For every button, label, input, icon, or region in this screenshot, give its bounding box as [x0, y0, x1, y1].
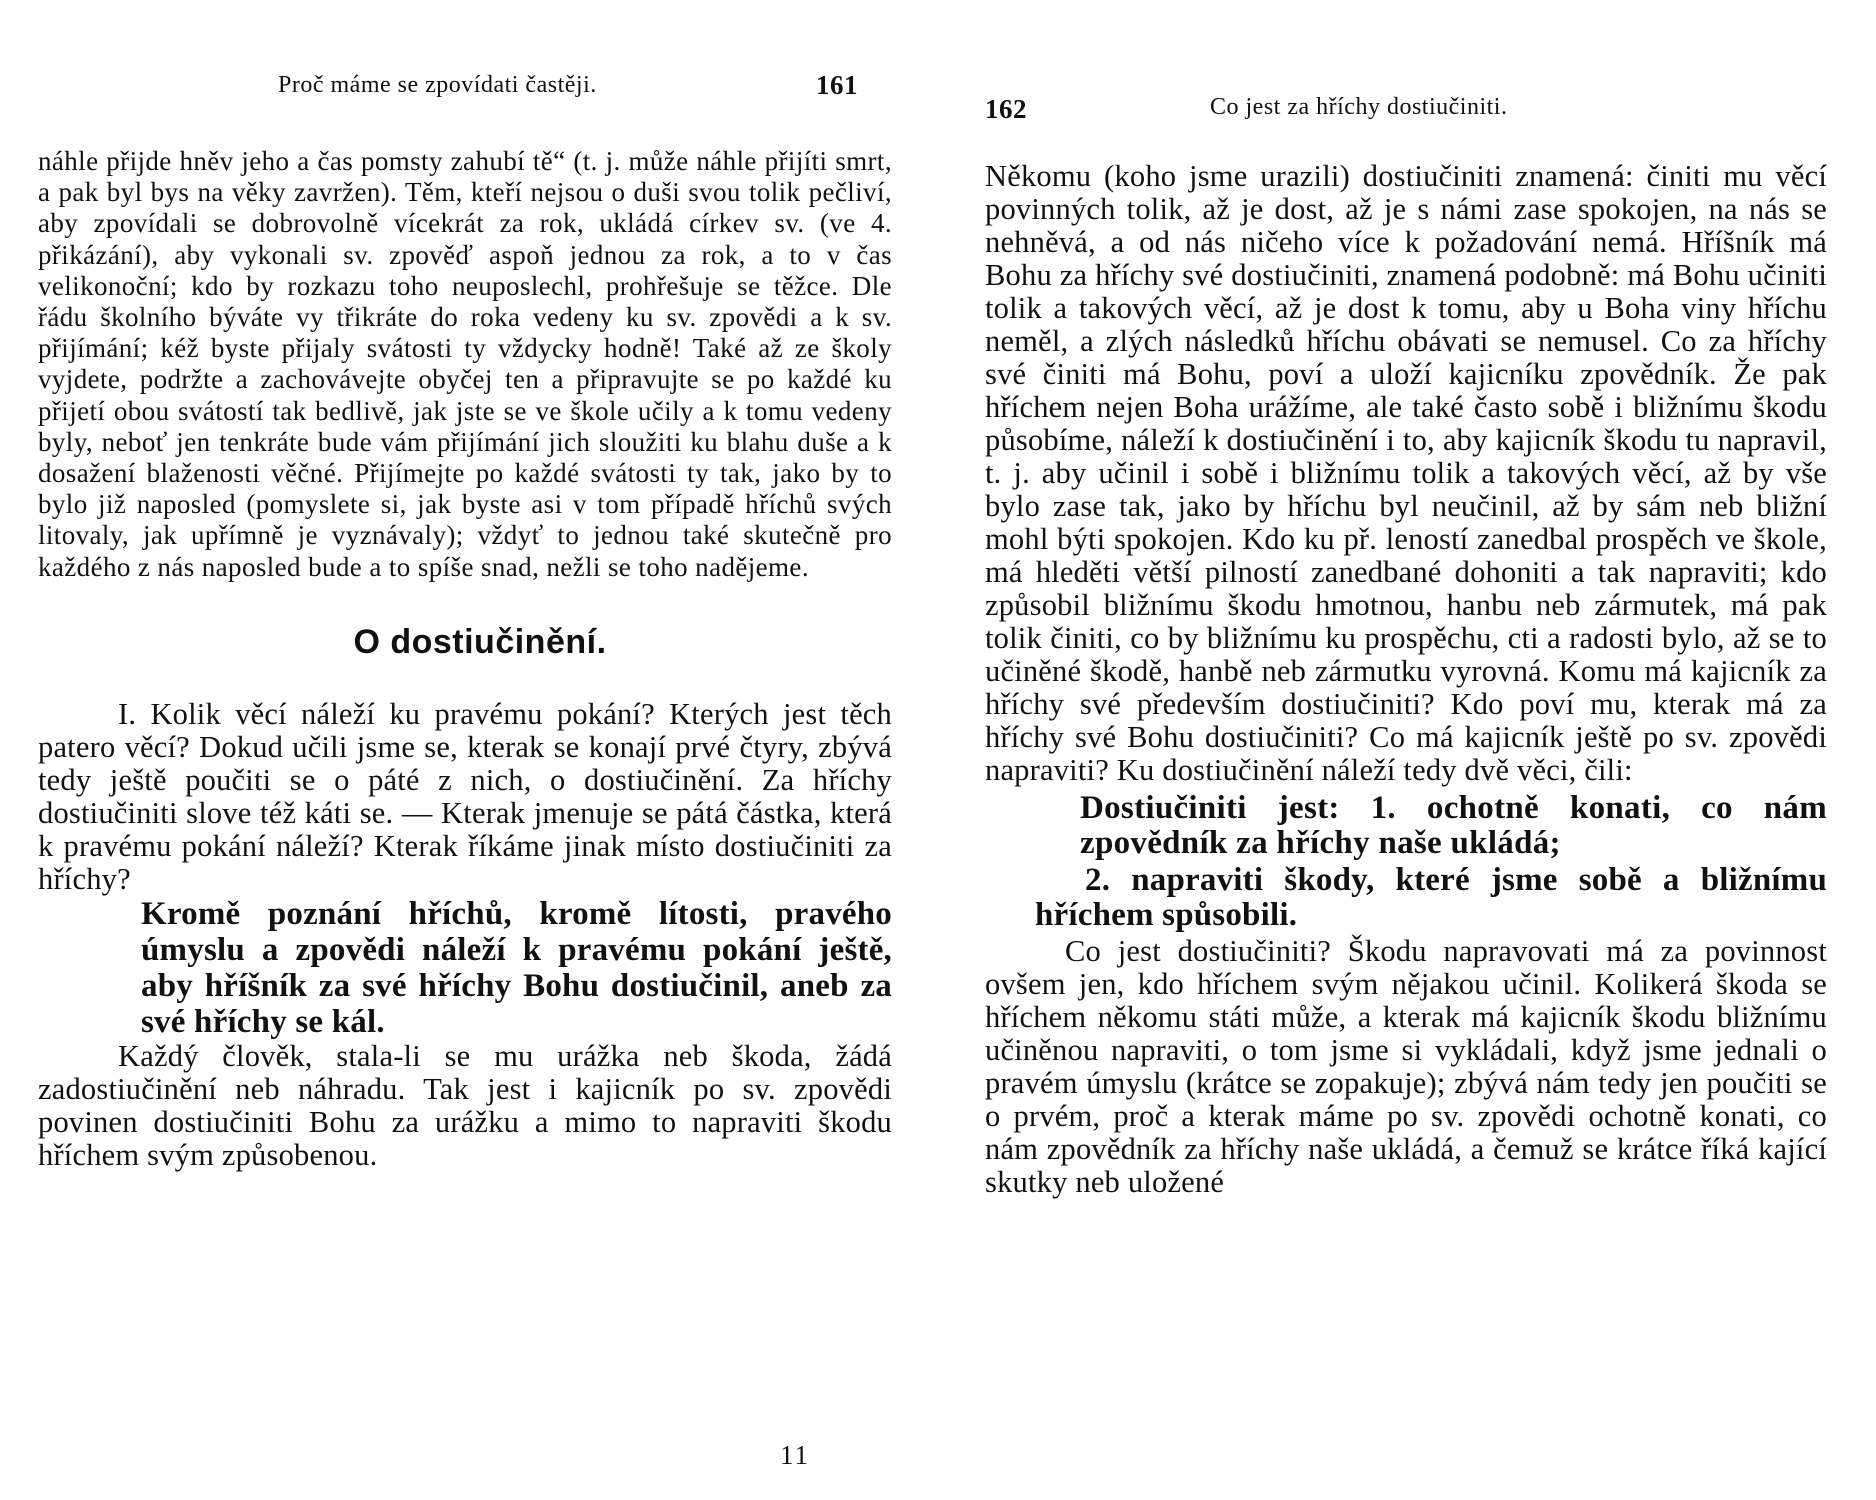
right-paragraph-2: Co jest dostiučiniti? Škodu napravovati má za povinnost ovšem jen, kdo hříchem svým nějakou učinil. Kolikerá škoda se hříchem někomu státi může, a kterak má kajicník škodu bližnímu učiněnou napraviti, o tom jsme si vykládali, když jsme jednali o pravém úmyslu (krátce se zopakuje); zbývá nám tedy jen poučiti se o prvém, proč a kterak máme po sv. zpovědi ochotně konati, co nám zpovědník za hříchy naše ukládá, a čemuž se krátce říká kající skutky neb uložené	[985, 934, 1827, 1199]
left-page-body	[38, 146, 892, 1172]
left-page-number: 161	[816, 70, 858, 100]
section-heading: O dostiučinění.	[353, 622, 607, 661]
signature-mark: 11	[780, 1440, 810, 1470]
left-paragraph-2: I. Kolik věcí náleží ku pravému pokání? Kterých jest těch patero věcí? Dokud učili jsme se, kterak se konají prvé čtyry, zbývá tedy ještě poučiti se o páté z nich, o dostiučinění. Za hříchy dostiučiniti slove též káti se. — Kterak jmenuje se pátá částka, která k pravému pokání náleží? Kterak říkáme jinak místo dostiučiniti za hříchy?	[38, 696, 892, 896]
right-paragraph-1: Někomu (koho jsme urazili) dostiučiniti znamená: činiti mu věcí povinných tolik, až je dost, až je s námi zase spokojen, na nás se nehněvá, a od nás ničeho více k požadování nemá. Hříšník má Bohu za hříchy své dostiučiniti, znamená podobně: má Bohu učiniti tolik a takových věcí, až je dost k tomu, aby u Boha viny hříchu neměl, a zlých následků hříchu obávati se nemusel. Co za hříchy své činiti má Bohu, poví a uloží kajicníku zpovědník. Že pak hříchem nejen Boha urážíme, ale také často sobě i bližnímu škodu působíme, náleží k dostiučinění i to, aby kajicník škodu tu napravil, t. j. aby učinil i sobě i bližnímu tolik a takových věcí, až by vše bylo zase tak, jako by hříchu byl neučinil, až by sám neb bližní mohl býti spokojen. Kdo ku př. leností zanedbal prospěch ve škole, má hleděti větší pilností zanedbané dohoniti a tak napraviti; kdo způsobil bližnímu škodu hmotnou, hanbu neb zármutek, má pak tolik činiti, co by bližnímu ku prospěchu, cti a radosti bylo, až se to učiněné škodě, hanbě neb zármutku vyrovná. Komu má kajicník za hříchy své především dostiučiniti? Kdo poví mu, kterak má za hříchy své Bohu dostiučiniti? Co má kajicník ještě po sv. zpovědi napraviti? Ku dostiučinění náleží tedy dvě věci, čili:	[985, 159, 1827, 787]
right-rule-1: Dostiučiniti jest: 1. ochotně konati, co nám zpovědník za hříchy naše ukládá;	[1080, 790, 1827, 861]
left-page	[38, 0, 898, 1500]
left-bold-rule: Kromě poznání hříchů, kromě lítosti, pravého úmyslu a zpovědi náleží k pravému pokání ještě, aby hříšník za své hříchy Bohu dostiučinil, aneb za své hříchy se kál.	[141, 895, 892, 1040]
right-header-title: Co jest za hříchy dostiučiniti.	[1210, 94, 1508, 120]
left-paragraph-1: náhle přijde hněv jeho a čas pomsty zahubí tě“ (t. j. může náhle přijíti smrt, a pak byl bys na věky zavržen). Těm, kteří nejsou o duši svou tolik pečliví, aby zpovídali se dobrovolně vícekrát za rok, ukládá církev sv. (ve 4. přikázání), aby vykonali sv. zpověď aspoň jednou za rok, a to v čas velikonoční; kdo by rozkazu toho neuposlechl, prohřešuje se těžce. Dle řádu školního býváte vy třikráte do roka vedeny ku sv. zpovědi a k sv. přijímání; kéž byste přijaly svátosti ty vždycky hodně! Také až ze školy vyjdete, podržte a zachovávejte obyčej ten a připravujte se po každé ku přijetí obou svátostí tak bedlivě, jak jste se ve škole učily a k tomu vedeny byly, neboť jen tenkráte bude vám přijímání jich sloužiti ku blahu duše a k dosažení blaženosti věčné. Přijímejte po každé svátosti ty tak, jako by to bylo již naposled (pomyslete si, jak byste asi v tom případě hříchů svých litovaly, jak upřímně je vyznávaly); vždyť to jednou také skutečně pro každého z nás naposled bude a to spíše snad, nežli se toho nadějeme.	[38, 146, 892, 582]
left-running-header	[38, 72, 898, 112]
right-page-number: 162	[985, 94, 1027, 124]
right-page	[985, 0, 1827, 1500]
left-header-title: Proč máme se zpovídati častěji.	[278, 72, 597, 98]
right-running-header	[985, 94, 1827, 134]
left-paragraph-3: Každý člověk, stala-li se mu urážka neb škoda, žádá zadostiučinění neb náhradu. Tak jest i kajicník po sv. zpovědi povinen dostiučiniti Bohu za urážku a mimo to napraviti škodu hříchem svým způsobenou.	[38, 1038, 892, 1172]
right-page-body	[985, 160, 1827, 1199]
right-rule-2: 2. napraviti škody, které jsme sobě a bližnímu hříchem spůsobili.	[1035, 862, 1827, 933]
